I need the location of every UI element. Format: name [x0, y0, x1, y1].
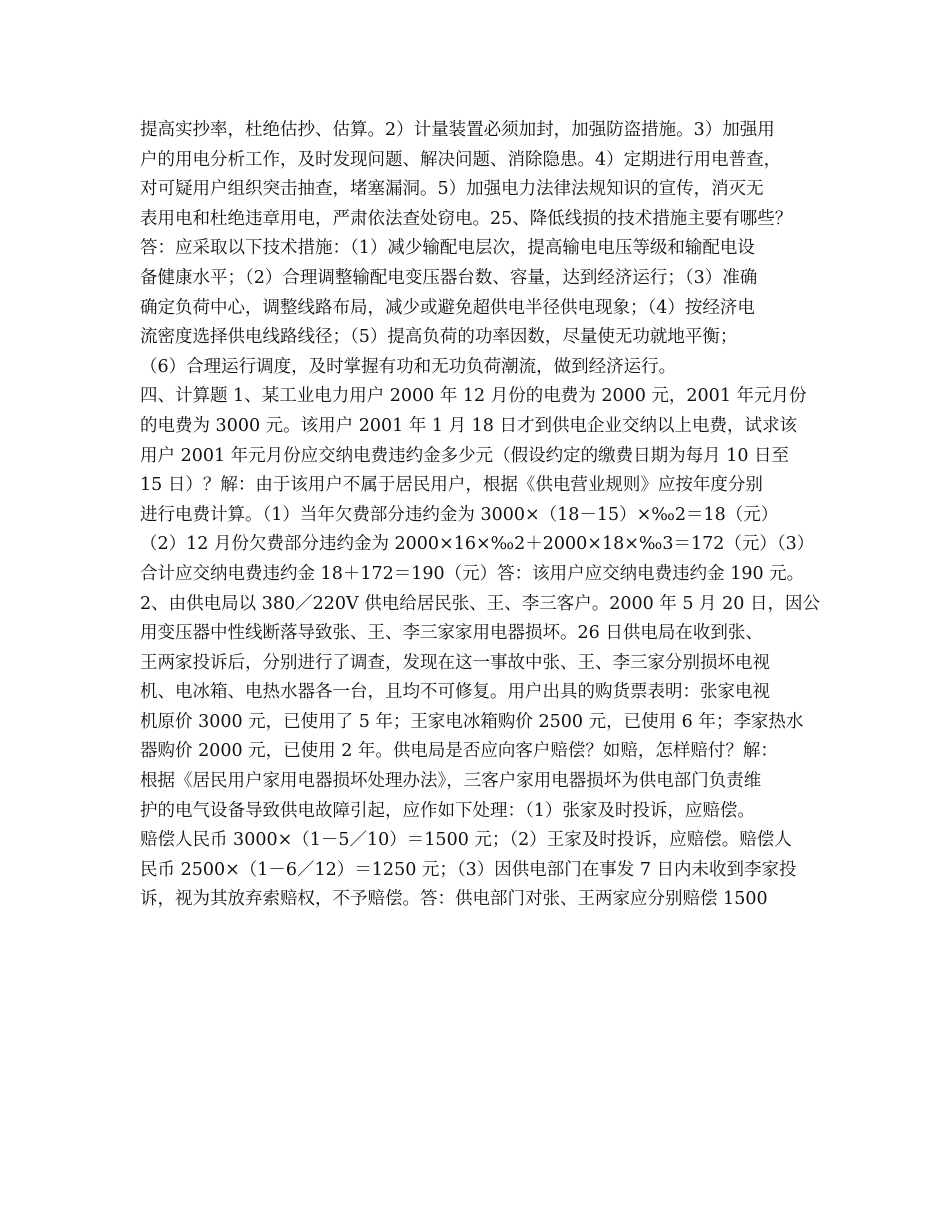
text-line: （2）12 月份欠费部分违约金为 2000×16×‰2＋2000×18×‰3＝172（元）（3） — [140, 534, 815, 555]
text-line: 对可疑用户组织突击抽查，堵塞漏洞。5）加强电力法律法规知识的宣传，消灭无 — [140, 179, 764, 200]
text-line: 用户 2001 年元月份应交纳电费违约金多少元（假设约定的缴费日期为每月 10 日至 — [140, 445, 790, 466]
text-line: 流密度选择供电线路线径；（5）提高负荷的功率因数，尽量使无功就地平衡； — [140, 327, 738, 348]
text-line: 答：应采取以下技术措施：（1）减少输配电层次，提高输电电压等级和输配电设 — [140, 238, 755, 259]
text-line: 王两家投诉后，分别进行了调查，发现在这一事故中张、王、李三家分别损坏电视 — [140, 652, 770, 673]
text-line: 备健康水平；（2）合理调整输配电变压器台数、容量，达到经济运行；（3）准确 — [140, 267, 758, 288]
text-line: 的电费为 3000 元。该用户 2001 年 1 月 18 日才到供电企业交纳以上电费，试求该 — [140, 415, 797, 436]
text-line: 表用电和杜绝违章用电，严肃依法查处窃电。25、降低线损的技术措施主要有哪些？ — [140, 208, 793, 229]
body-text — [140, 116, 830, 915]
text-line: 2、由供电局以 380／220V 供电给居民张、王、李三客户。2000 年 5 月 20 日，因公 — [140, 593, 820, 614]
text-line: 根据《居民用户家用电器损坏处理办法》，三客户家用电器损坏为供电部门负责维 — [140, 771, 762, 792]
text-line: 诉，视为其放弃索赔权，不予赔偿。答：供电部门对张、王两家应分别赔偿 1500 — [140, 889, 768, 910]
text-line: 确定负荷中心，调整线路布局，减少或避免超供电半径供电现象；（4）按经济电 — [140, 297, 755, 318]
text-line: 赔偿人民币 3000×（1－5／10）＝1500 元；（2）王家及时投诉，应赔偿。赔偿人 — [140, 830, 792, 851]
text-line: 四、计算题 1、某工业电力用户 2000 年 12 月份的电费为 2000 元，2001 年元月份 — [140, 386, 807, 407]
text-line: 户的用电分析工作，及时发现问题、解决问题、消除隐患。4）定期进行用电普查， — [140, 149, 782, 170]
text-line: 用变压器中性线断落导致张、王、李三家家用电器损坏。26 日供电局在收到张、 — [140, 623, 763, 644]
text-line: （6）合理运行调度，及时掌握有功和无功负荷潮流，做到经济运行。 — [140, 356, 677, 377]
text-line: 器购价 2000 元，已使用 2 年。供电局是否应向客户赔偿？如赔，怎样赔付？解： — [140, 741, 778, 762]
text-line: 15 日）？解：由于该用户不属于居民用户，根据《供电营业规则》应按年度分别 — [140, 475, 763, 496]
text-line: 进行电费计算。（1）当年欠费部分违约金为 3000×（18－15）×‰2＝18（元） — [140, 504, 779, 525]
text-line: 机原价 3000 元，已使用了 5 年；王家电冰箱购价 2500 元，已使用 6 年；李家热水 — [140, 711, 804, 732]
text-line: 机、电冰箱、电热水器各一台，且均不可修复。用户出具的购货票表明：张家电视 — [140, 682, 770, 703]
text-line: 提高实抄率，杜绝估抄、估算。2）计量装置必须加封，加强防盗措施。3）加强用 — [140, 120, 775, 140]
text-line: 护的电气设备导致供电故障引起，应作如下处理：（1）张家及时投诉，应赔偿。 — [140, 800, 755, 821]
text-line: 民币 2500×（1－6／12）＝1250 元；（3）因供电部门在事发 7 日内未收到李家投 — [140, 859, 797, 880]
text-line: 合计应交纳电费违约金 18＋172＝190（元）答：该用户应交纳电费违约金 190 元。 — [140, 563, 805, 584]
